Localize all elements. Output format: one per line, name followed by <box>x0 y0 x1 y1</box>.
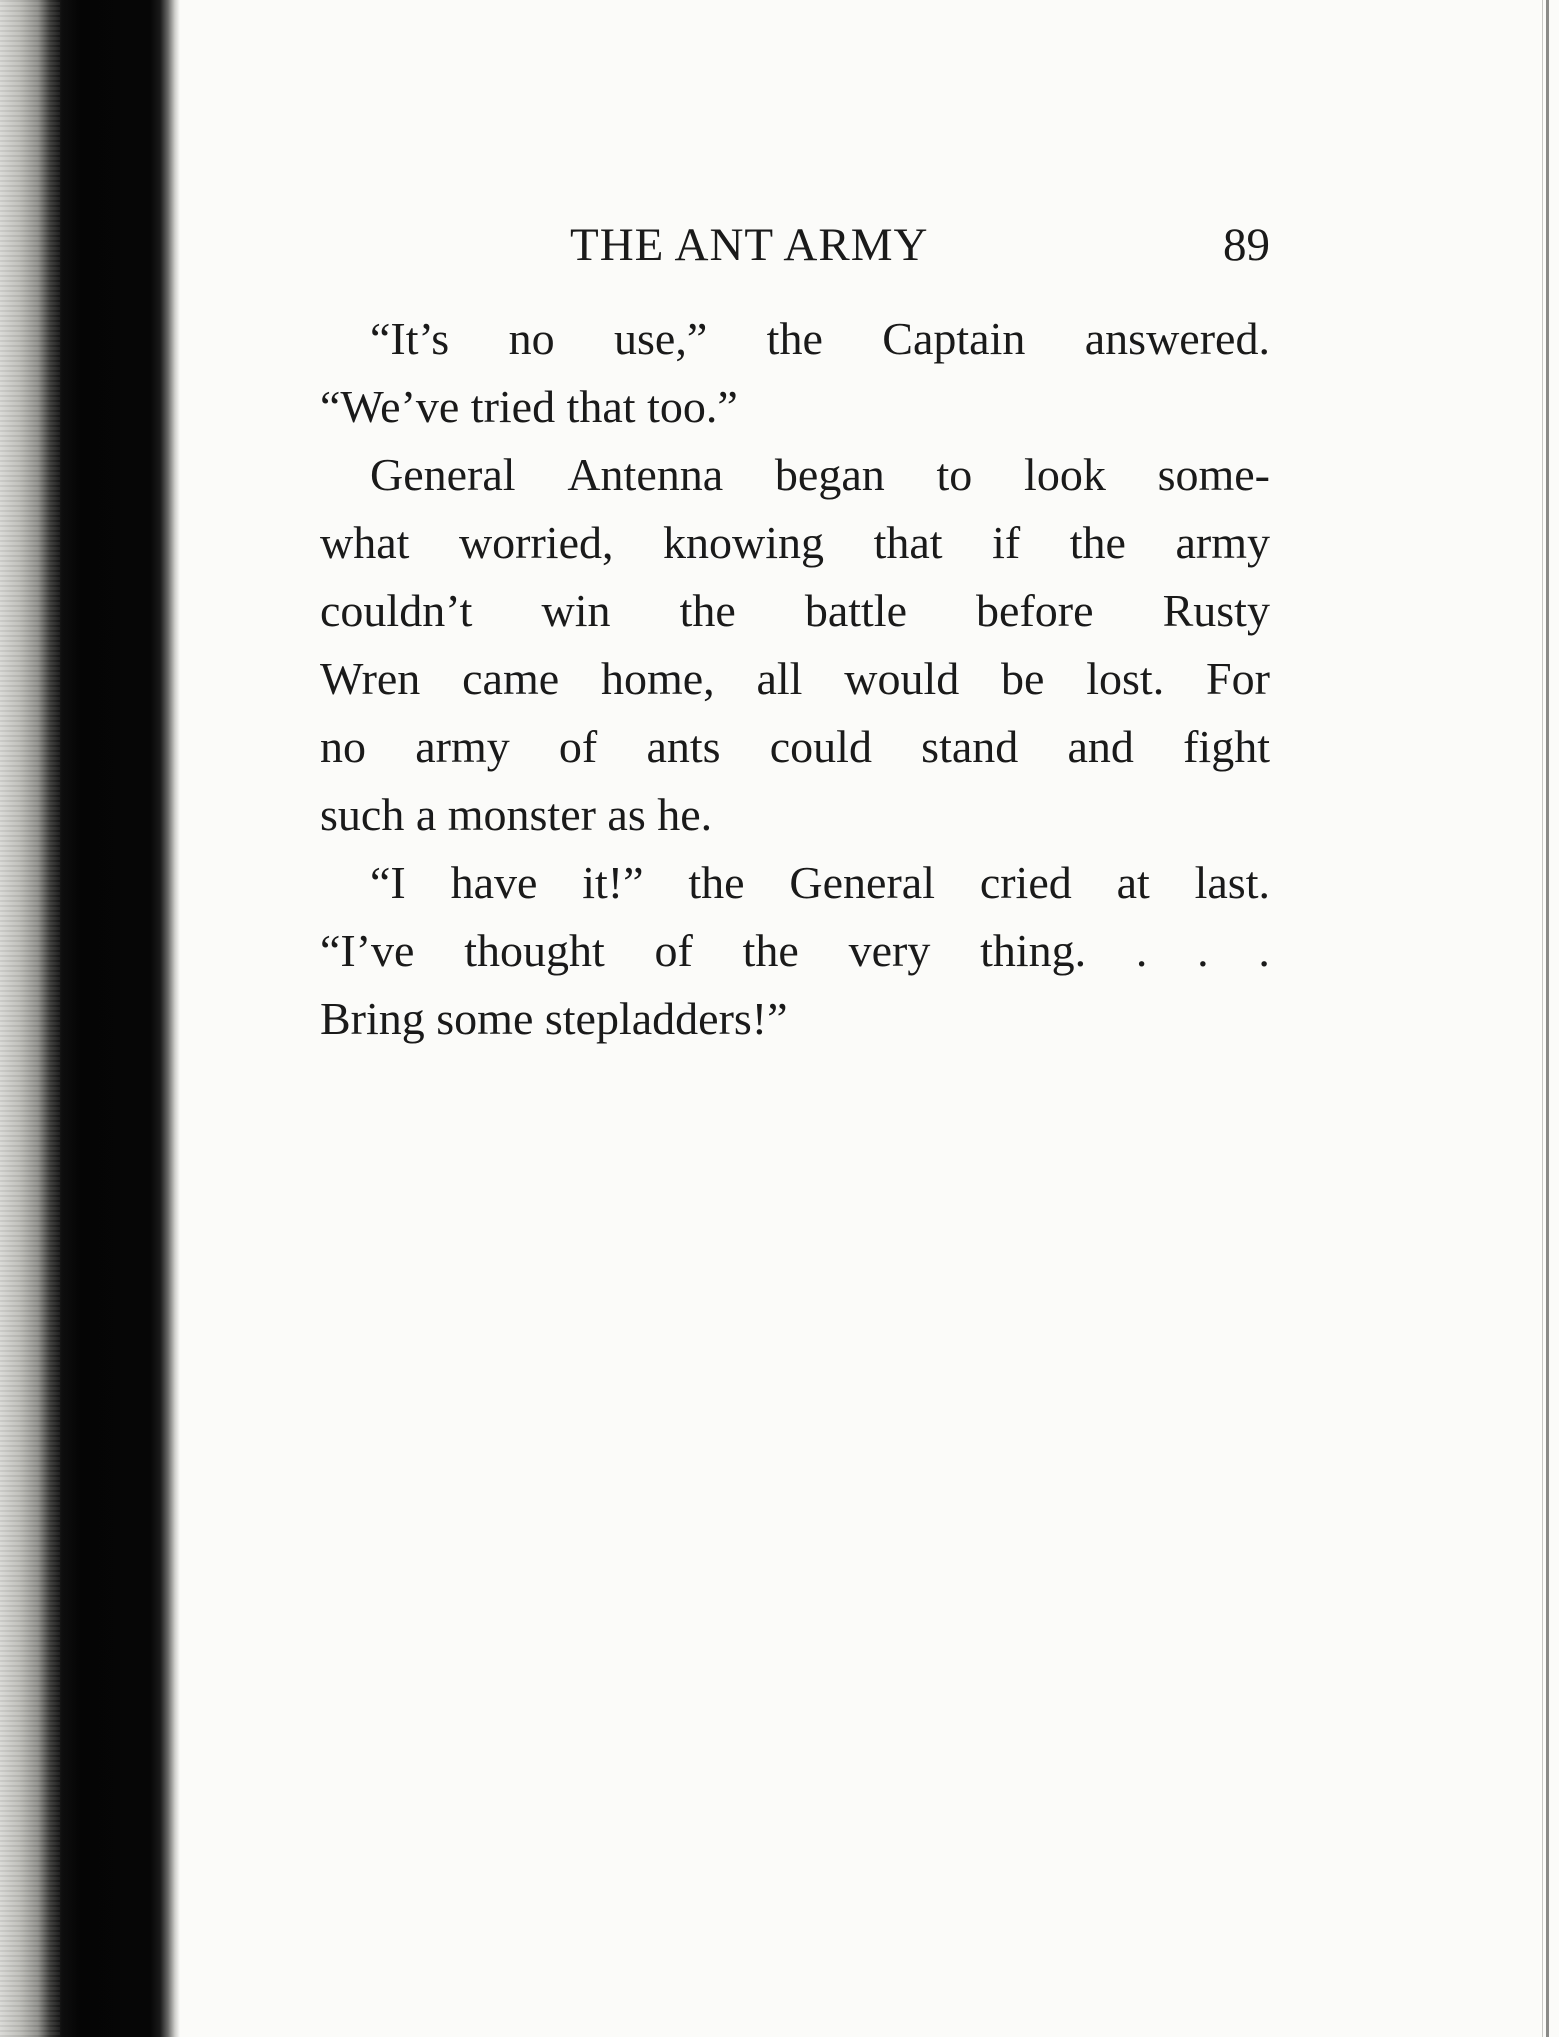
running-title: THE ANT ARMY <box>570 219 929 271</box>
text-line: “I have it!” the General cried at last. <box>370 857 1270 908</box>
page-number: 89 <box>1223 219 1270 271</box>
text-line: General Antenna began to look some- <box>370 449 1270 500</box>
text-line: “It’s no use,” the Captain answered. <box>370 313 1270 364</box>
text-line: Bring some stepladders!” <box>320 993 788 1044</box>
text-line: what worried, knowing that if the army <box>320 517 1270 568</box>
text-line: “We’ve tried that too.” <box>320 381 738 432</box>
body-text <box>320 305 1270 1053</box>
text-line: couldn’t win the battle before Rusty <box>320 585 1270 636</box>
paragraph <box>320 305 1270 441</box>
text-line: Wren came home, all would be lost. For <box>320 653 1270 704</box>
scan-noise <box>0 0 60 2037</box>
text-line: such a monster as he. <box>320 789 713 840</box>
paragraph <box>320 441 1270 849</box>
paragraph <box>320 849 1270 1053</box>
text-line: no army of ants could stand and fight <box>320 721 1270 772</box>
text-line: “I’ve thought of the very thing. . . . <box>320 925 1270 976</box>
running-head <box>320 218 1270 278</box>
page-edge-inner <box>1542 0 1543 2037</box>
page-edge <box>1546 0 1549 2037</box>
